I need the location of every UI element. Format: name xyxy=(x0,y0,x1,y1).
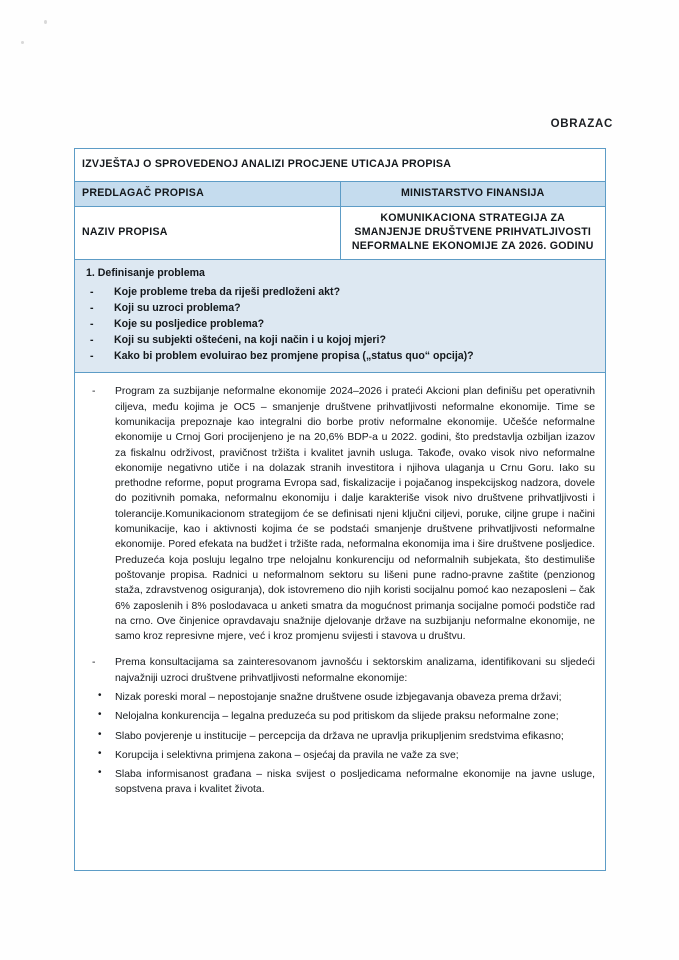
list-item: • Slabo povjerenje u institucije – percepcija da država ne upravlja prikupljenim sredstvima efikasno; xyxy=(85,729,595,744)
problem-answer-box xyxy=(74,373,606,871)
problem-definition-box xyxy=(74,260,606,373)
body-paragraph-causes-intro: - Prema konsultacijama sa zainteresovanom javnošću i sektorskim analizama, identifikovani su sljedeći najvažniji uzroci društvene prihvatljivosti neformalne ekonomije: xyxy=(85,655,595,686)
proposer-value-cell: MINISTARSTVO FINANSIJA xyxy=(340,182,606,207)
regulation-info-table xyxy=(74,148,606,260)
table-row xyxy=(75,206,606,259)
problem-definition-heading: 1. Definisanje problema xyxy=(86,266,205,279)
regulation-name-value-cell: KOMUNIKACIONA STRATEGIJA ZA SMANJENJE DRUŠTVENE PRIHVATLJIVOSTI NEFORMALNE EKONOMIJE ZA 2026. GODINU xyxy=(340,206,606,259)
list-item: - Kako bi problem evoluirao bez promjene propisa („status quo“ opcija)? xyxy=(84,348,596,364)
list-item: - Koji su subjekti oštećeni, na koji način i u kojoj mjeri? xyxy=(84,332,596,348)
list-item: - Koje probleme treba da riješi predloženi akt? xyxy=(84,284,596,300)
list-item: • Nizak poreski moral – nepostojanje snažne društvene osude izbjegavanja obaveza prema državi; xyxy=(85,690,595,705)
list-item: • Slaba informisanost građana – niska svijest o posljedicama neformalne ekonomije na javne usluge, sopstvena prava i kvalitet života. xyxy=(85,767,595,798)
report-title-cell: IZVJEŠTAJ O SPROVEDENOJ ANALIZI PROCJENE UTICAJA PROPISA xyxy=(75,149,606,182)
body-paragraph-overview: - Program za suzbijanje neformalne ekonomije 2024–2026 i prateći Akcioni plan definišu pet operativnih ciljeva, među kojima je OC5 – smanjenje društvene prihvatljivosti neformalne ekonomije. Time se komunikacija prepoznaje kao integralni dio borbe protiv neformalne ekonomije. Učešće neformalne ekonomije u Crnoj Gori procijenjeno je na 20,6% BDP-a u 2022. godini, što predstavlja ozbiljan izazov za fiskalnu održivost, pravičnost tržišta i kvalitet javnih usluga. Takođe, ovako visok nivo neformalne ekonomije negativno utiče i na dolazak stranih investitora i njihova ulaganja u Crnu Goru. Iako su prethodne reforme, poput programa Evropa sad, fiskalizacije i pojačanog inspekcijskog nadzora, dovele do pozitivnih pomaka, neformalnu ekonomiju i dalje karakteriše visok nivo društvene prihvatljivosti i tolerancije.Komunikacionom strategijom će se definisati njeni ključni ciljevi, poruke, ciljne grupe i načini komunikacije, kao i aktivnosti kojima će se podstaći smanjenje društvene prihvatljivosti neformalne ekonomije. Pored efekata na budžet i tržište rada, neformalna ekonomija ima i šire društvene posljedice. Preduzeća koja posluju legalno trpe nelojalnu konkurenciju od neformalnih subjekata, što destimuliše poštovanje propisa. Radnici u neformalnom sektoru su lišeni pune radno-pravne zaštite (penzionog staža, zdravstvenog osiguranja), dok istovremeno dio njih koristi socijalnu pomoć kao nezaposleni – čak 6% zaposlenih i 8% poslodavaca u anketi smatra da mogućnost primanja socijalne pomoći podstiče rad na crno. Ove činjenice opravdavaju snažnije djelovanje države na suzbijanju neformalne ekonomije, ne samo kroz represivne mjere, već i kroz promjenu svijesti i stavova u društvu. xyxy=(85,384,595,644)
document-body xyxy=(74,148,606,871)
regulation-name-label-cell: NAZIV PROPISA xyxy=(75,206,341,259)
list-item: - Koje su posljedice problema? xyxy=(84,316,596,332)
list-item: - Koji su uzroci problema? xyxy=(84,300,596,316)
scan-speck xyxy=(44,20,47,24)
list-item: • Korupcija i selektivna primjena zakona – osjećaj da pravila ne važe za sve; xyxy=(85,748,595,763)
proposer-label-cell: PREDLAGAČ PROPISA xyxy=(75,182,341,207)
table-row-report-title xyxy=(75,149,606,182)
form-label-obrazac: OBRAZAC xyxy=(550,118,613,130)
table-row xyxy=(75,182,606,207)
scan-speck xyxy=(21,41,24,44)
problem-question-list xyxy=(84,284,596,364)
list-item: • Nelojalna konkurencija – legalna preduzeća su pod pritiskom da slijede praksu neformalne zone; xyxy=(85,709,595,724)
